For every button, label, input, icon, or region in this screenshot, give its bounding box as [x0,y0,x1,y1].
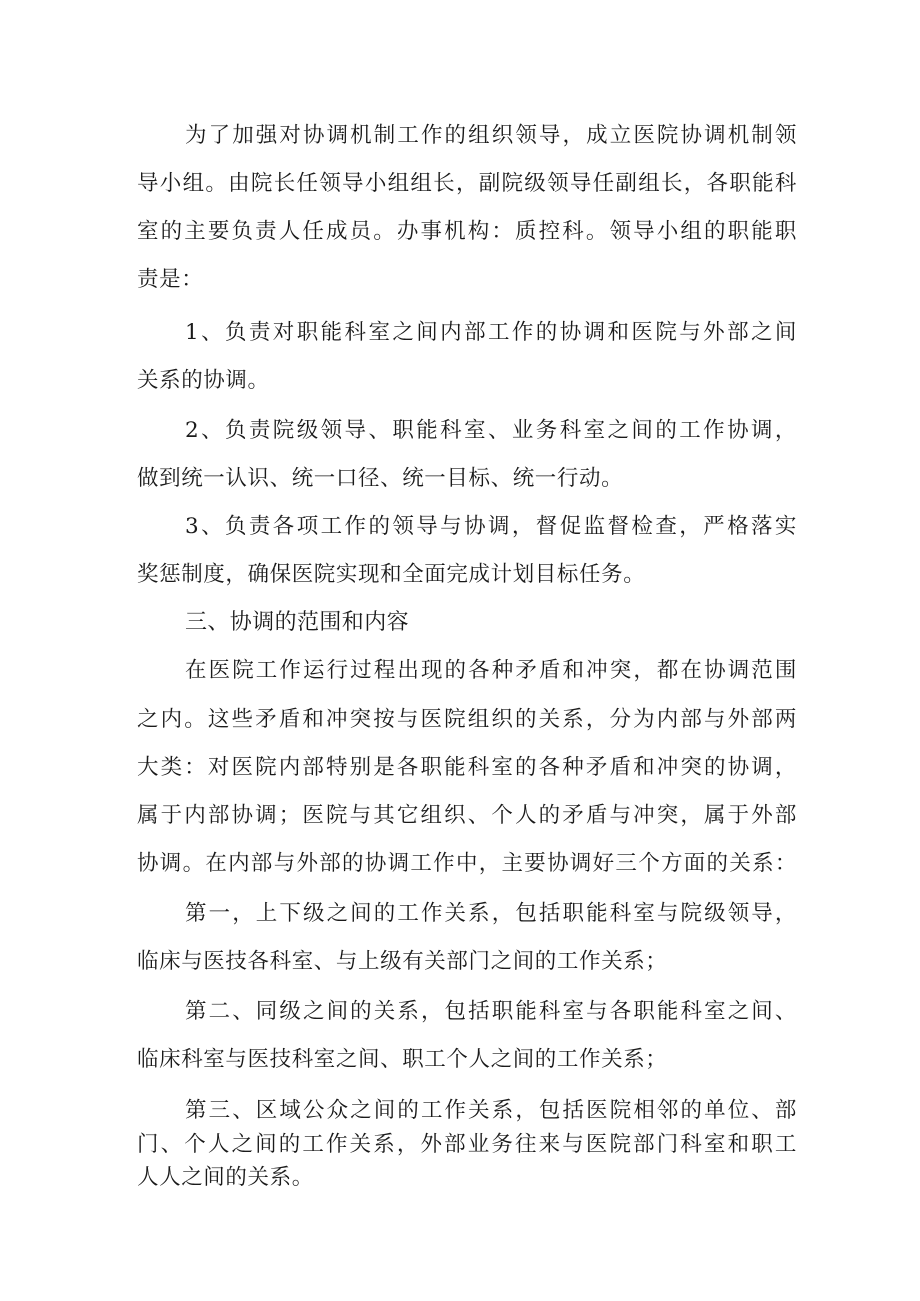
paragraph-1-line-1: 为了加强对协调机制工作的组织领导，成立医院协调机制领 [185,123,797,148]
paragraph-7-line-2: 临床科室与医技科室之间、职工个人之间的工作关系； [137,1047,668,1072]
paragraph-8-line-2: 门、个人之间的工作关系，外部业务往来与医院部门科室和职工 [137,1132,797,1157]
paragraph-5-line-4: 属于内部协调；医院与其它组织、个人的矛盾与冲突，属于外部 [137,803,797,828]
paragraph-6-line-2: 临床与医技各科室、与上级有关部门之间的工作关系； [137,949,668,974]
paragraph-1-line-3: 室的主要负责人任成员。办事机构：质控科。领导小组的职能职 [137,219,797,244]
section-heading: 三、协调的范围和内容 [185,610,410,635]
paragraph-1-line-4: 责是： [137,267,204,292]
paragraph-2-line-1: 1、负责对职能科室之间内部工作的协调和医院与外部之间 [185,320,797,345]
paragraph-6-line-1: 第一，上下级之间的工作关系，包括职能科室与院级领导， [185,901,797,926]
paragraph-1-line-2: 导小组。由院长任领导小组组长，副院级领导任副组长，各职能科 [137,171,797,196]
paragraph-5-line-3: 大类：对医院内部特别是各职能科室的各种矛盾和冲突的协调， [137,755,797,780]
paragraph-3-line-2: 做到统一认识、统一口径、统一目标、统一行动。 [137,466,624,491]
paragraph-7-line-1: 第二、同级之间的关系，包括职能科室与各职能科室之间、 [185,999,797,1024]
paragraph-5-line-1: 在医院工作运行过程出现的各种矛盾和冲突，都在协调范围 [185,658,797,683]
paragraph-3-line-1: 2、负责院级领导、职能科室、业务科室之间的工作协调， [185,418,797,443]
paragraph-4-line-2: 奖惩制度，确保医院实现和全面完成计划目标任务。 [137,562,646,587]
paragraph-2-line-2: 关系的协调。 [137,368,270,393]
paragraph-4-line-1: 3、负责各项工作的领导与协调，督促监督检查，严格落实 [185,514,797,539]
paragraph-5-line-2: 之内。这些矛盾和冲突按与医院组织的关系，分为内部与外部两 [137,707,797,732]
paragraph-8-line-1: 第三、区域公众之间的工作关系，包括医院相邻的单位、部 [185,1098,797,1123]
paragraph-8-line-3: 人人之间的关系。 [137,1165,314,1190]
paragraph-5-line-5: 协调。在内部与外部的协调工作中，主要协调好三个方面的关系： [137,851,797,876]
